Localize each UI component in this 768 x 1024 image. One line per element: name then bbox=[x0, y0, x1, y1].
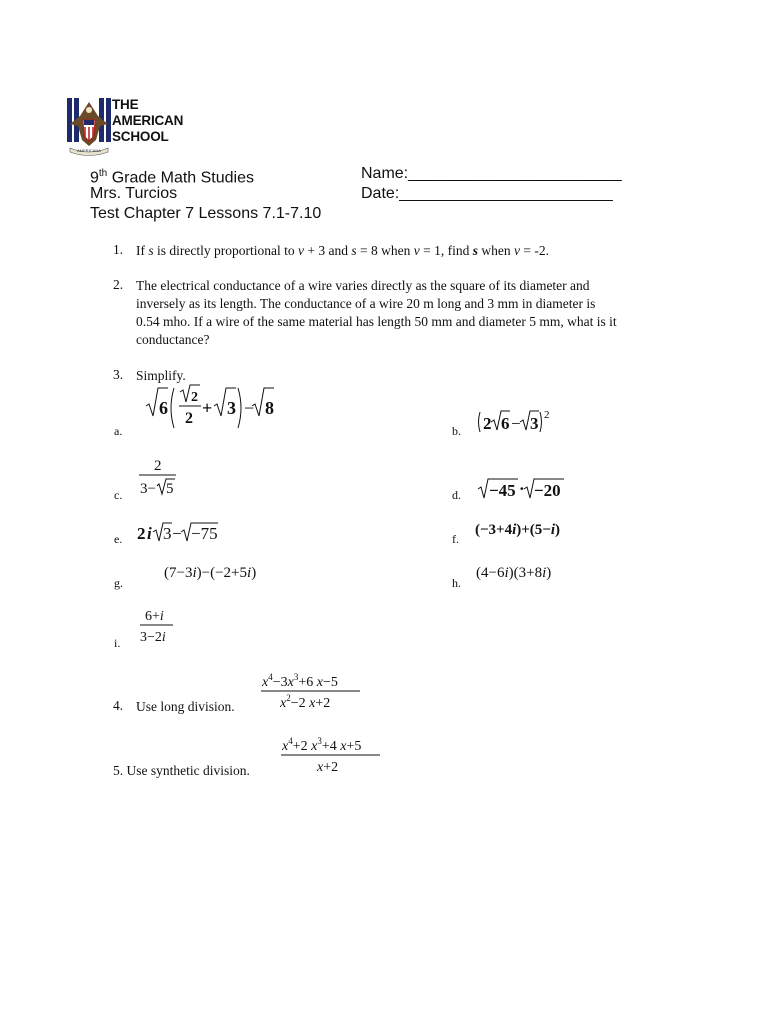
svg-text:8: 8 bbox=[265, 398, 274, 418]
svg-text:−45: −45 bbox=[489, 481, 516, 500]
teacher-name: Mrs. Turcios bbox=[90, 185, 178, 202]
logo-text-line2: AMERICAN bbox=[112, 113, 184, 128]
svg-text:−: − bbox=[244, 398, 255, 418]
svg-text:i: i bbox=[147, 524, 152, 543]
svg-text:6: 6 bbox=[159, 398, 168, 418]
expr-3h: (4−6i)(3+8i) bbox=[476, 565, 552, 581]
question-5-text: 5. Use synthetic division. bbox=[113, 763, 250, 778]
question-1-number: 1. bbox=[113, 242, 124, 257]
expr-3f: (−3+4i)+(5−i) bbox=[475, 522, 561, 538]
svg-text:2: 2 bbox=[191, 390, 198, 405]
svg-text:−20: −20 bbox=[534, 481, 561, 500]
course-title: 9th Grade Math Studies bbox=[90, 168, 254, 187]
course-sup: th bbox=[98, 168, 108, 179]
name-field[interactable]: Name:________________________ bbox=[361, 165, 622, 182]
label-i: i. bbox=[114, 636, 121, 650]
svg-text:3: 3 bbox=[227, 398, 236, 418]
svg-text:5: 5 bbox=[166, 481, 174, 497]
test-title: Test Chapter 7 Lessons 7.1-7.10 bbox=[90, 205, 322, 222]
label-d: d. bbox=[452, 488, 461, 502]
label-g: g. bbox=[114, 576, 123, 590]
label-e: e. bbox=[114, 532, 123, 546]
expr-3i bbox=[139, 606, 179, 646]
svg-text:3−2i: 3−2i bbox=[140, 630, 166, 645]
logo-ribbon-text: AMERICANA bbox=[77, 148, 101, 153]
svg-text:x+2: x+2 bbox=[317, 760, 339, 775]
svg-text:·: · bbox=[519, 479, 525, 498]
question-2-text: The electrical conductance of a wire varies directly as the square of its diameter and inversely as its length. The conductance of a wire 20 m long and 3 mm in diameter is 0.54 mho. If a wire of the same material has length 50 mm and diameter 5 mm, what is it conductance? bbox=[136, 278, 617, 347]
date-field[interactable]: Date:________________________ bbox=[361, 185, 613, 202]
svg-text:−75: −75 bbox=[191, 524, 218, 543]
svg-text:2: 2 bbox=[544, 409, 550, 421]
svg-text:2: 2 bbox=[483, 414, 492, 433]
svg-text:2: 2 bbox=[185, 410, 193, 427]
svg-text:x2−2 x+2: $x^2-2$ x+2 bbox=[280, 693, 331, 711]
expr-5 bbox=[280, 734, 384, 776]
svg-text:3−: 3− bbox=[140, 481, 156, 497]
label-f: f. bbox=[452, 532, 459, 546]
label-a: a. bbox=[114, 424, 123, 438]
svg-text:6: 6 bbox=[501, 414, 510, 433]
svg-text:+: + bbox=[202, 398, 213, 418]
question-2-number: 2. bbox=[113, 277, 124, 292]
school-logo bbox=[66, 96, 184, 158]
svg-text:6+i: 6+i bbox=[145, 609, 164, 624]
expr-4 bbox=[260, 670, 364, 712]
expr-3c bbox=[138, 456, 180, 498]
expr-3b bbox=[476, 406, 556, 436]
question-3-number: 3. bbox=[113, 367, 124, 382]
question-4-text: Use long division. bbox=[136, 699, 235, 714]
logo-text-line3: SCHOOL bbox=[112, 129, 169, 144]
expr-3e bbox=[136, 520, 220, 546]
question-4-number: 4. bbox=[113, 698, 124, 713]
svg-text:−: − bbox=[172, 524, 182, 543]
label-h: h. bbox=[452, 576, 461, 590]
question-1-text: If s is directly proportional to v + 3 and s = 8 when v = 1, find s when v = -2. bbox=[136, 243, 549, 258]
svg-text:x4+2 x3+4 x+5: $x^4+2$ $x^3+4$ x+5 bbox=[282, 736, 362, 754]
question-3-text: Simplify. bbox=[136, 368, 186, 383]
svg-text:−: − bbox=[511, 414, 521, 433]
svg-text:3: 3 bbox=[163, 524, 172, 543]
svg-text:2: 2 bbox=[154, 458, 162, 474]
expr-3d bbox=[476, 476, 566, 502]
expr-3a bbox=[144, 384, 274, 432]
label-c: c. bbox=[114, 488, 123, 502]
svg-text:2: 2 bbox=[137, 524, 146, 543]
label-b: b. bbox=[452, 424, 461, 438]
svg-text:x4−3x3+6 x−5: $x^4-3x^3+6$ x−5 bbox=[262, 672, 338, 690]
svg-text:3: 3 bbox=[530, 414, 539, 433]
expr-3g: (7−3i)−(−2+5i) bbox=[164, 565, 257, 581]
logo-text-line1: THE bbox=[112, 97, 139, 112]
